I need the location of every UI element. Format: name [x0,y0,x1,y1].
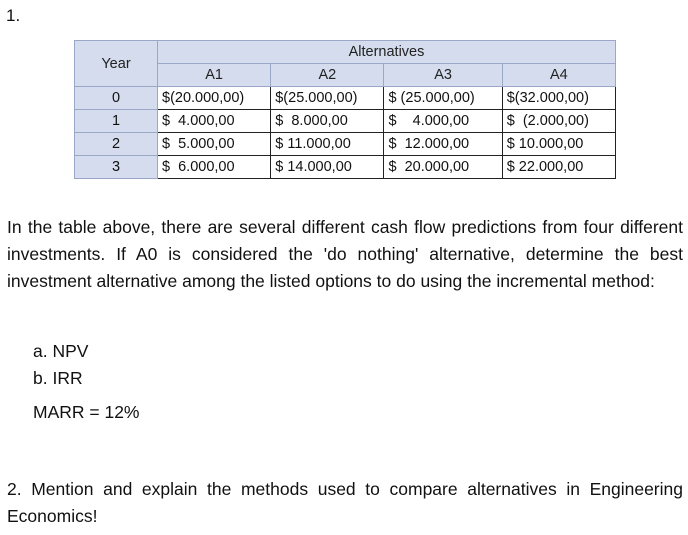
question-1-text: In the table above, there are several different cash flow predictions from four different investments. If A0 is considered the 'do nothing' alternative, determine the best investment alternative among the listed options to do using the incremental method: [7,217,683,291]
option-irr: b. IRR [33,368,83,388]
cash-flow-cell: $ 10.000,00 [502,133,615,156]
column-header-a4: A4 [502,64,615,87]
cash-flow-cell: $ 11.000,00 [271,133,384,156]
alternatives-header: Alternatives [158,41,616,64]
table-row [75,110,616,133]
cash-flow-cell: $ 8.000,00 [271,110,384,133]
cash-flow-cell: $(20.000,00) [158,87,271,110]
year-cell: 2 [75,133,158,156]
option-npv: a. NPV [33,341,89,361]
year-cell: 0 [75,87,158,110]
table-row [75,133,616,156]
cash-flow-cell: $ 20.000,00 [384,156,502,179]
cash-flow-cell: $(32.000,00) [502,87,615,110]
column-header-a2: A2 [271,64,384,87]
question-1-number: 1. [6,6,21,25]
cash-flow-table [74,40,616,179]
cash-flow-cell: $(25.000,00) [271,87,384,110]
cash-flow-cell: $ 4.000,00 [384,110,502,133]
cash-flow-cell: $ 22.000,00 [502,156,615,179]
table-row [75,156,616,179]
year-header: Year [75,41,158,87]
question-2-text: 2. Mention and explain the methods used to compare alternatives in Engineering Economics! [7,479,683,526]
cash-flow-cell: $ 12.000,00 [384,133,502,156]
answer-options [33,338,88,392]
cash-flow-cell: $ 5.000,00 [158,133,271,156]
cash-flow-cell: $ 14.000,00 [271,156,384,179]
column-header-a3: A3 [384,64,502,87]
cash-flow-cell: $ 4.000,00 [158,110,271,133]
marr-value: MARR = 12% [33,402,140,422]
column-header-a1: A1 [158,64,271,87]
year-cell: 3 [75,156,158,179]
cash-flow-cell: $ (2.000,00) [502,110,615,133]
cash-flow-cell: $ (25.000,00) [384,87,502,110]
table-row [75,87,616,110]
cash-flow-cell: $ 6.000,00 [158,156,271,179]
year-cell: 1 [75,110,158,133]
